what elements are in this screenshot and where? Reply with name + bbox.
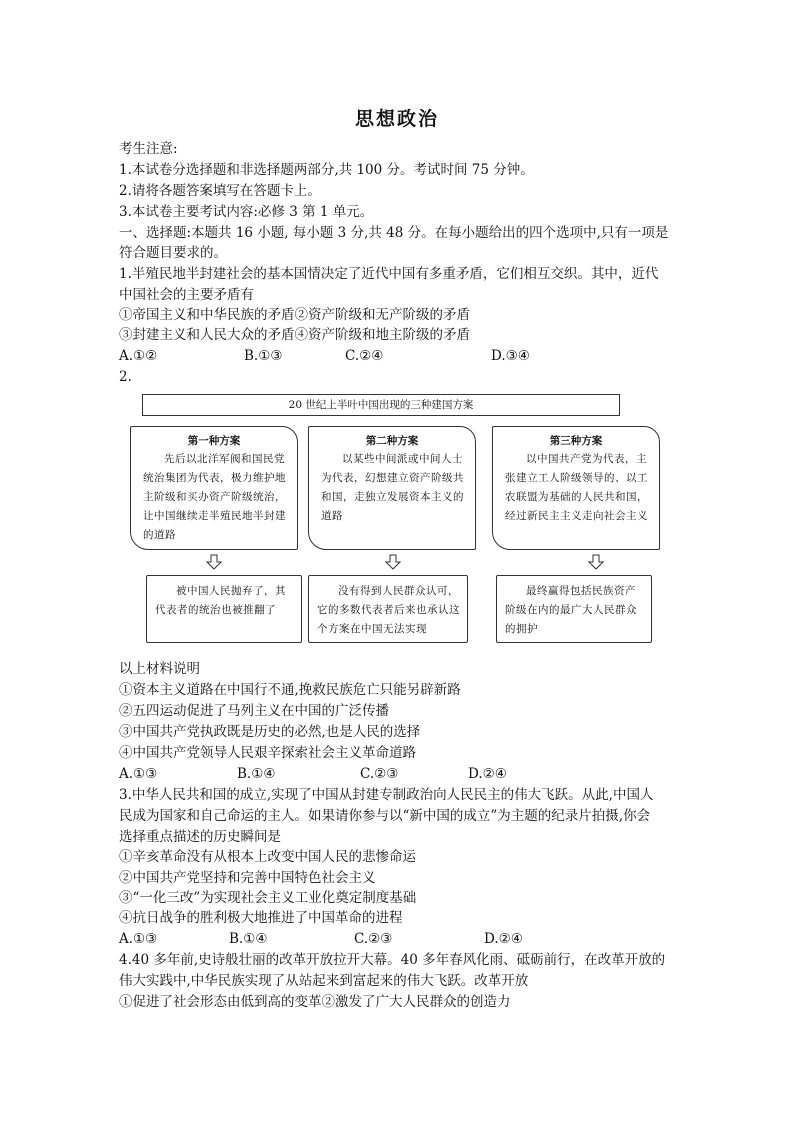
option-c[interactable]: C.②③ <box>360 766 399 782</box>
q3-stem: 选择重点描述的历史瞬间是 <box>119 829 281 845</box>
q4-stem: 4.40 多年前,史诗般壮丽的改革开放拉开大幕。40 多年春风化雨、砥砺前行，在改革开放的 <box>119 952 666 968</box>
q1-item: ③封建主义和人民大众的矛盾④资产阶级和地主阶级的矛盾 <box>119 327 470 343</box>
plan-title: 第二种方案 <box>365 435 419 447</box>
result-text: 没有得到人民群众认可，它的多数代表者后来也承认这个方案在中国无法实现 <box>317 585 460 635</box>
q4-stem: 伟大实践中,中华民族实现了从站起来到富起来的伟大飞跃。改革开放 <box>119 973 529 989</box>
notice-item: 1.本试卷分选择题和非选择题两部分,共 100 分。考试时间 75 分钟。 <box>119 162 534 178</box>
option-d[interactable]: D.③④ <box>491 348 530 364</box>
q2-item: ④中国共产党领导人民艰辛探索社会主义革命道路 <box>119 745 416 761</box>
q2-number: 2. <box>119 369 132 385</box>
q2-item: ③中国共产党执政既是历史的必然,也是人民的选择 <box>119 724 421 740</box>
result-box-2 <box>308 575 468 643</box>
option-d[interactable]: D.②④ <box>468 766 507 782</box>
q3-item: ①辛亥革命没有从根本上改变中国人民的悲惨命运 <box>119 849 416 865</box>
option-c[interactable]: C.②④ <box>345 348 384 364</box>
option-b[interactable]: B.①④ <box>237 766 276 782</box>
diagram-header: 20 世纪上半叶中国出现的三种建国方案 <box>142 394 620 416</box>
q2-item: ①资本主义道路在中国行不通,挽救民族危亡只能另辟新路 <box>119 682 461 698</box>
q3-stem: 民成为国家和自己命运的主人。如果请你参与以“新中国的成立”为主题的纪录片拍摄,你会 <box>119 808 651 824</box>
plan-text: 以某些中间派或中间人士为代表，幻想建立资产阶级共和国，走独立发展资本主义的道路 <box>321 453 464 522</box>
q2-item: ②五四运动促进了马列主义在中国的广泛传播 <box>119 703 389 719</box>
option-b[interactable]: B.①④ <box>229 931 268 947</box>
down-arrow-icon <box>385 554 401 570</box>
option-c[interactable]: C.②③ <box>354 931 393 947</box>
q4-item: ①促进了社会形态由低到高的变革②激发了广大人民群众的创造力 <box>119 994 511 1010</box>
result-box-3 <box>496 575 652 643</box>
option-a[interactable]: A.①③ <box>119 766 158 782</box>
result-text: 最终赢得包括民族资产阶级在内的最广大人民群众的拥护 <box>505 585 637 635</box>
q1-stem: 中国社会的主要矛盾有 <box>119 287 254 303</box>
notice-item: 2.请将各题答案填写在答题卡上。 <box>119 183 321 199</box>
plan-text: 先后以北洋军阀和国民党统治集团为代表，极力维护地主阶级和买办资产阶级统治，让中国继续走半殖民地半封建的道路 <box>143 453 286 541</box>
notice-item: 3.本试卷主要考试内容:必修 3 第 1 单元。 <box>119 204 374 220</box>
page-title: 思想政治 <box>354 108 439 130</box>
q2-lead: 以上材料说明 <box>119 661 200 677</box>
plan-box-2 <box>308 426 476 550</box>
down-arrow-icon <box>206 554 222 570</box>
q1-item: ①帝国主义和中华民族的矛盾②资产阶级和无产阶级的矛盾 <box>119 307 470 323</box>
q3-item: ③“一化三改”为实现社会主义工业化奠定制度基础 <box>119 890 417 906</box>
plan-title: 第三种方案 <box>549 435 603 447</box>
option-a[interactable]: A.①③ <box>119 931 158 947</box>
q3-item: ④抗日战争的胜利极大地推进了中国革命的进程 <box>119 910 403 926</box>
result-text: 被中国人民抛弃了，其代表者的统治也被推翻了 <box>155 585 286 616</box>
option-b[interactable]: B.①③ <box>244 348 283 364</box>
section-instructions: 一、选择题:本题共 16 小题, 每小题 3 分,共 48 分。在每小题给出的四个选项中,只有一项是 <box>119 225 669 241</box>
option-a[interactable]: A.①② <box>119 348 158 364</box>
q3-stem: 3.中华人民共和国的成立,实现了中国从封建专制政治向人民民主的伟大飞跃。从此,中国人 <box>119 787 654 803</box>
down-arrow-icon <box>588 554 604 570</box>
section-instructions: 符合题目要求的。 <box>119 245 227 261</box>
plan-box-1 <box>130 426 298 550</box>
nation-building-diagram <box>130 392 648 650</box>
option-d[interactable]: D.②④ <box>484 931 523 947</box>
q1-stem: 1.半殖民地半封建社会的基本国情决定了近代中国有多重矛盾，它们相互交织。其中，近代 <box>119 266 659 282</box>
plan-title: 第一种方案 <box>187 435 241 447</box>
notice-heading: 考生注意: <box>119 141 178 157</box>
plan-text: 以中国共产党为代表，主张建立工人阶级领导的、以工农联盟为基础的人民共和国，经过新民主主义走向社会主义 <box>505 453 648 522</box>
result-box-1 <box>146 575 302 643</box>
q3-item: ②中国共产党坚持和完善中国特色社会主义 <box>119 870 376 886</box>
plan-box-3 <box>492 426 660 550</box>
